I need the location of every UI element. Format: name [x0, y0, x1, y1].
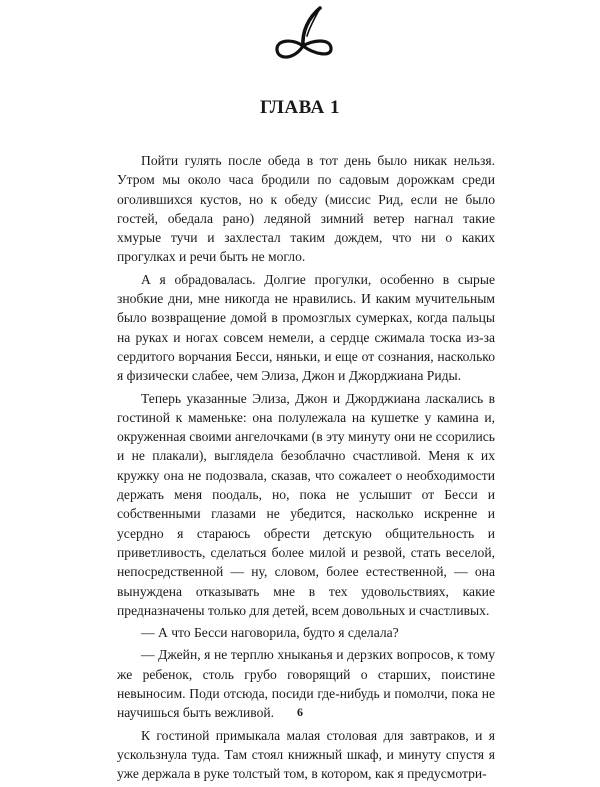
- paragraph: К гостиной примыкала малая столовая для завтраков, и я ускользнула туда. Там стоял книжный шкаф, и минуту спустя я уже держала в руке толстый том, в котором, как я предусмотри-: [117, 727, 495, 782]
- chapter-title: ГЛАВА 1: [259, 97, 341, 118]
- page-number: 6: [297, 705, 303, 719]
- dialogue-line: — Джейн, я не терплю хныканья и дерзких вопросов, к тому же ребенок, столь грубо говорящий о старших, поистине невыносим. Поди отсюда, посиди где-нибудь и помолчи, пока не научишься быть вежливой.: [117, 647, 495, 721]
- paragraph: А я обрадовалась. Долгие прогулки, особенно в сырые знобкие дни, мне никогда не нравились. И каким мучительным было возвращение домой в промозглых сумерках, когда пальцы на руках и ногах совсем немели, а сердце сжимала тоска из-за сердитого ворчания Бесси, няньки, и еще от сознания, насколько я физически слабее, чем Элиза, Джон и Джорджиана Риды.: [117, 271, 495, 384]
- flourish-ornament-icon: [272, 2, 336, 68]
- paragraph: Теперь указанные Элиза, Джон и Джорджиана ласкались в гостиной к маменьке: она полулежала на кушетке у камина и, окруженная своими ангелочками (в эту минуту они не ссорились и не плакали), выглядела безоблачно счастливой. Меня к их кружку она не подозвала, сказав, что сожалеет о необходимости держать меня поодаль, но, пока не услышит от Бесси и собственными глазами не убедится, насколько искренне и усердно я стараюсь обрести детскую общительность и приветливость, сделаться более милой и резвой, стать веселой, непосредственной — ну, словом, более естественной, — она вынуждена отказывать мне в тех удовольствиях, какие предназначены только для детей, всем довольных и счастливых.: [117, 390, 495, 618]
- dialogue-line: — А что Бесси наговорила, будто я сделала?: [141, 625, 399, 641]
- chapter-body: [117, 151, 495, 787]
- paragraph: Пойти гулять после обеда в тот день было никак нельзя. Утром мы около часа бродили по садовым дорожкам среди оголившихся кустов, но к обеду (миссис Рид, если не было гостей, обедала рано) ледяной зимний ветер нагнал такие хмурые тучи и захлестал таким дождем, что ни о каких прогулках и речи быть не могло.: [117, 153, 495, 265]
